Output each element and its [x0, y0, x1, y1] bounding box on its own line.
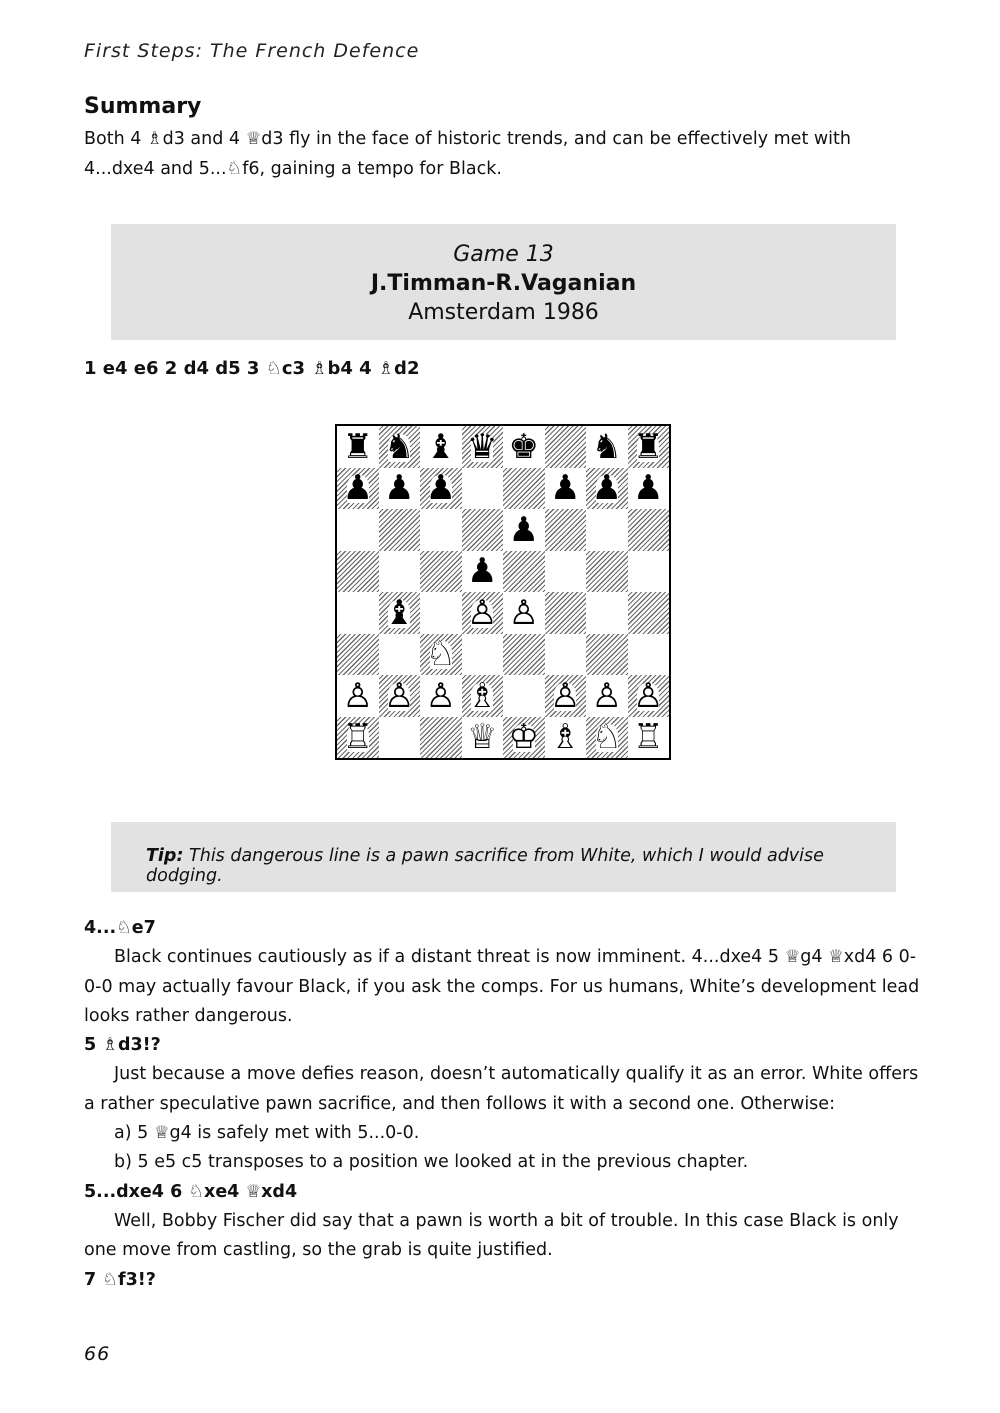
chess-board: [335, 424, 671, 760]
square-d2: [462, 675, 504, 717]
summary-text: Both 4 ♗d3 and 4 ♕d3 fly in the face of historic trends, and can be effectively met with 4...dxe4 and 5...♘f6, gaining a tempo for Black.: [84, 129, 851, 179]
piece-g7: ♟: [591, 468, 622, 509]
square-g8: [586, 426, 628, 468]
summary-heading: Summary: [84, 94, 202, 119]
square-c7: [420, 468, 462, 510]
piece-h2: ♙: [633, 675, 664, 716]
piece-h8: ♜: [633, 426, 664, 467]
piece-b2: ♙: [384, 675, 415, 716]
annotation-paragraph: a) 5 ♕g4 is safely met with 5...0-0.: [114, 1123, 420, 1144]
piece-g8: ♞: [591, 426, 622, 467]
square-b8: [379, 426, 421, 468]
square-g4: [586, 592, 628, 634]
piece-f1: ♗: [550, 717, 581, 758]
square-h2: [628, 675, 670, 717]
piece-h7: ♟: [633, 468, 664, 509]
piece-a8: ♜: [342, 426, 373, 467]
square-e6: [503, 509, 545, 551]
tip-label: Tip:: [146, 846, 184, 866]
tip-text: [146, 846, 896, 886]
square-b2: [379, 675, 421, 717]
running-head: First Steps: The French Defence: [84, 40, 420, 62]
square-d6: [462, 509, 504, 551]
piece-h1: ♖: [633, 717, 664, 758]
square-f7: [545, 468, 587, 510]
square-a6: [337, 509, 379, 551]
square-d1: [462, 717, 504, 759]
piece-c2: ♙: [425, 675, 456, 716]
square-c5: [420, 551, 462, 593]
move-heading: 4...♘e7: [84, 918, 156, 938]
annotation-paragraph: Well, Bobby Fischer did say that a pawn is worth a bit of trouble. In this case Black is only one move from castling, so the grab is quite justified.: [84, 1210, 899, 1261]
tip-box: [111, 822, 896, 892]
square-a3: [337, 634, 379, 676]
square-e8: [503, 426, 545, 468]
piece-b4: ♝: [384, 592, 415, 633]
square-b4: [379, 592, 421, 634]
square-e1: [503, 717, 545, 759]
piece-c8: ♝: [425, 426, 456, 467]
square-b1: [379, 717, 421, 759]
piece-b7: ♟: [384, 468, 415, 509]
square-g7: [586, 468, 628, 510]
square-e2: [503, 675, 545, 717]
piece-a2: ♙: [342, 675, 373, 716]
square-a7: [337, 468, 379, 510]
square-f6: [545, 509, 587, 551]
square-f3: [545, 634, 587, 676]
annotation-paragraph: Black continues cautiously as if a distant threat is now imminent. 4...dxe4 5 ♕g4 ♕xd4 6 0-0-0 may actually favour Black, if you ask the comps. For us humans, White’s development lead looks rather dangerous.: [84, 947, 920, 1026]
square-g5: [586, 551, 628, 593]
piece-e1: ♔: [508, 717, 539, 758]
move-heading: 5...dxe4 6 ♘xe4 ♕xd4: [84, 1181, 298, 1202]
square-c1: [420, 717, 462, 759]
piece-d1: ♕: [467, 717, 498, 758]
piece-b8: ♞: [384, 426, 415, 467]
square-b3: [379, 634, 421, 676]
square-e3: [503, 634, 545, 676]
square-d8: [462, 426, 504, 468]
square-g3: [586, 634, 628, 676]
square-d5: [462, 551, 504, 593]
square-h6: [628, 509, 670, 551]
square-a1: [337, 717, 379, 759]
square-h3: [628, 634, 670, 676]
tip-body: This dangerous line is a pawn sacrifice from White, which I would advise dodging.: [146, 846, 824, 886]
square-d7: [462, 468, 504, 510]
annotation-paragraph: Just because a move defies reason, doesn’t automatically qualify it as an error. White offers a rather speculative pawn sacrifice, and then follows it with a second one. Otherwise:: [84, 1064, 919, 1114]
square-a8: [337, 426, 379, 468]
piece-f2: ♙: [550, 675, 581, 716]
square-h5: [628, 551, 670, 593]
square-f1: [545, 717, 587, 759]
square-g1: [586, 717, 628, 759]
square-h7: [628, 468, 670, 510]
game-header-box: [111, 224, 896, 340]
piece-e4: ♙: [508, 592, 539, 633]
piece-a1: ♖: [342, 717, 373, 758]
piece-a7: ♟: [342, 468, 373, 509]
square-c3: [420, 634, 462, 676]
square-h1: [628, 717, 670, 759]
piece-d4: ♙: [467, 592, 498, 633]
piece-e8: ♚: [508, 426, 539, 467]
annotation-text: [84, 914, 924, 1295]
square-d3: [462, 634, 504, 676]
piece-e6: ♟: [508, 509, 539, 550]
move-heading: 7 ♘f3!?: [84, 1269, 156, 1290]
square-c2: [420, 675, 462, 717]
game-event: Amsterdam 1986: [408, 300, 599, 325]
piece-c3: ♘: [425, 634, 456, 675]
square-f4: [545, 592, 587, 634]
square-f8: [545, 426, 587, 468]
square-c4: [420, 592, 462, 634]
page-number: 66: [84, 1343, 111, 1365]
square-a2: [337, 675, 379, 717]
square-d4: [462, 592, 504, 634]
square-b6: [379, 509, 421, 551]
square-c8: [420, 426, 462, 468]
square-e5: [503, 551, 545, 593]
chess-diagram: [335, 424, 671, 760]
piece-g1: ♘: [591, 717, 622, 758]
square-f2: [545, 675, 587, 717]
square-h4: [628, 592, 670, 634]
piece-f7: ♟: [550, 468, 581, 509]
piece-d8: ♛: [467, 426, 498, 467]
square-a5: [337, 551, 379, 593]
square-e7: [503, 468, 545, 510]
square-e4: [503, 592, 545, 634]
square-c6: [420, 509, 462, 551]
square-g2: [586, 675, 628, 717]
game-number: Game 13: [453, 242, 554, 267]
square-b7: [379, 468, 421, 510]
square-f5: [545, 551, 587, 593]
game-players: J.Timman-R.Vaganian: [370, 271, 637, 296]
annotation-paragraph: b) 5 e5 c5 transposes to a position we looked at in the previous chapter.: [114, 1152, 749, 1173]
piece-c7: ♟: [425, 468, 456, 509]
opening-moves: 1 e4 e6 2 d4 d5 3 ♘c3 ♗b4 4 ♗d2: [84, 358, 420, 379]
square-b5: [379, 551, 421, 593]
square-g6: [586, 509, 628, 551]
square-h8: [628, 426, 670, 468]
piece-d2: ♗: [467, 675, 498, 716]
piece-g2: ♙: [591, 675, 622, 716]
square-a4: [337, 592, 379, 634]
piece-d5: ♟: [467, 551, 498, 592]
move-heading: 5 ♗d3!?: [84, 1035, 161, 1056]
